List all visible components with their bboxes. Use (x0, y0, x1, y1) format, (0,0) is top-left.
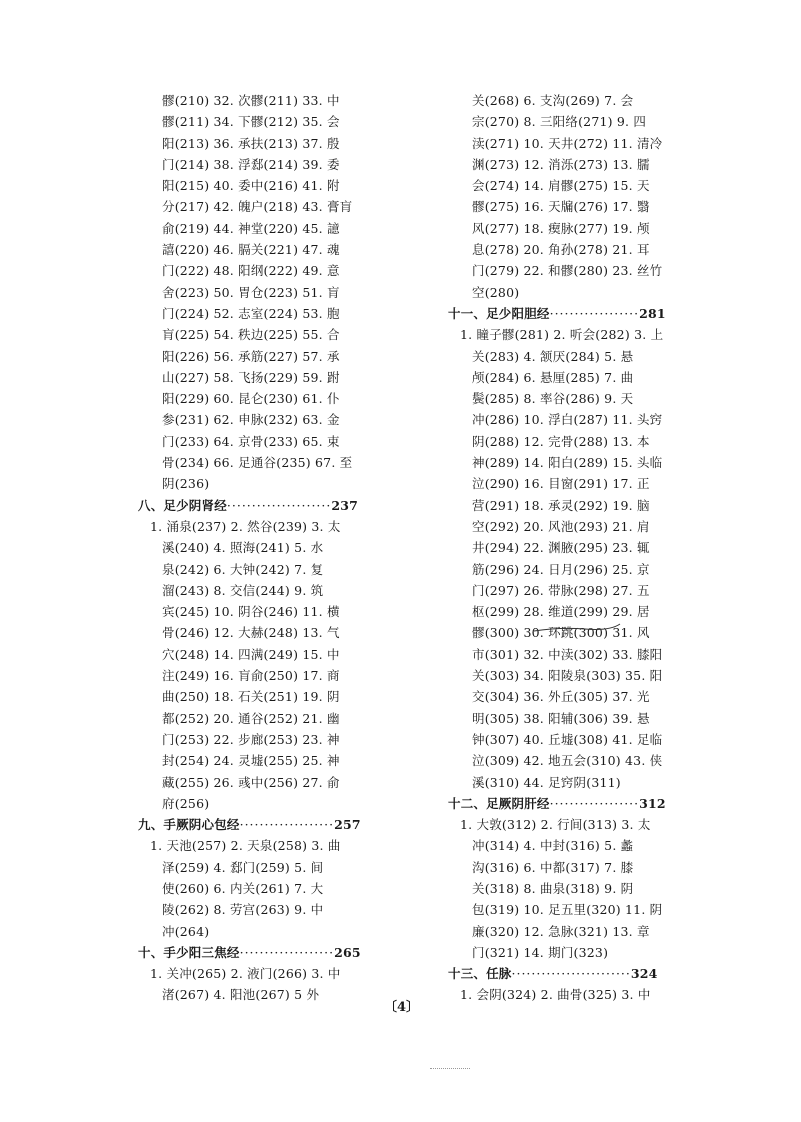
section-page: 281 (639, 305, 666, 321)
section-page: 324 (630, 966, 658, 982)
section-heading (448, 793, 708, 814)
toc-line: 髎(211) 34. 下髎(212) 35. 会 (162, 114, 340, 130)
toc-line: 关(303) 34. 阳陵泉(303) 35. 阳 (472, 668, 663, 684)
toc-line: 颅(284) 6. 悬厘(285) 7. 曲 (472, 369, 634, 385)
toc-line: 溪(310) 44. 足窍阴(311) (472, 774, 621, 790)
toc-line: 泽(259) 4. 郄门(259) 5. 间 (162, 859, 324, 875)
dot-leader: ····················· (226, 497, 332, 513)
toc-line: 曲(250) 18. 石关(251) 19. 阴 (162, 689, 340, 705)
toc-line: 穴(248) 14. 四满(249) 15. 中 (162, 646, 340, 662)
toc-line: 门(222) 48. 阳纲(222) 49. 意 (162, 263, 340, 279)
toc-line: 神(289) 14. 阳白(289) 15. 头临 (472, 455, 663, 471)
toc-line: 枢(299) 28. 维道(299) 29. 居 (472, 604, 650, 620)
toc-line: 市(301) 32. 中渎(302) 33. 膝阳 (472, 646, 663, 662)
toc-line: 门(224) 52. 志室(224) 53. 胞 (162, 305, 340, 321)
toc-line: 包(319) 10. 足五里(320) 11. 阴 (472, 902, 663, 918)
toc-line: 门(321) 14. 期门(323) (472, 944, 609, 960)
toc-line: 俞(219) 44. 神堂(220) 45. 譩 (162, 220, 340, 236)
toc-line: 肓(225) 54. 秩边(225) 55. 合 (162, 327, 340, 343)
toc-line: 门(233) 64. 京骨(233) 65. 束 (162, 433, 340, 449)
page-number: 〔4〕 (384, 1000, 420, 1015)
toc-line: 骨(234) 66. 足通谷(235) 67. 至 (162, 455, 353, 471)
toc-line: 溜(243) 8. 交信(244) 9. 筑 (162, 582, 324, 598)
toc-line: 陵(262) 8. 劳宫(263) 9. 中 (162, 902, 324, 918)
toc-line: 髎(210) 32. 次髎(211) 33. 中 (162, 93, 340, 108)
toc-line: 空(292) 20. 风池(293) 21. 肩 (472, 518, 650, 534)
toc-line: 冲(314) 4. 中封(316) 5. 蠡 (472, 838, 634, 854)
toc-line: 阳(229) 60. 昆仑(230) 61. 仆 (162, 391, 340, 407)
toc-line: 会(274) 14. 肩髎(275) 15. 天 (472, 178, 650, 194)
toc-line: 使(260) 6. 内关(261) 7. 大 (162, 880, 324, 896)
section-title: 十二、足厥阴肝经 (448, 795, 550, 811)
toc-line: 渎(271) 10. 天井(272) 11. 清冷 (472, 135, 663, 151)
section-heading (138, 942, 398, 963)
toc-line: 1. 天池(257) 2. 天泉(258) 3. 曲 (150, 838, 341, 854)
section-heading (448, 303, 708, 324)
section-page: 237 (331, 497, 359, 513)
section-heading (448, 963, 708, 984)
dot-leader: ··················· (239, 817, 335, 833)
toc-line: 泉(242) 6. 大钟(242) 7. 复 (162, 561, 324, 577)
toc-line: 1. 瞳子髎(281) 2. 听会(282) 3. 上 (460, 327, 664, 343)
toc-line: 髎(275) 16. 天牖(276) 17. 翳 (472, 199, 650, 215)
toc-line: 门(279) 22. 和髎(280) 23. 丝竹 (472, 263, 663, 279)
toc-line: 宗(270) 8. 三阳络(271) 9. 四 (472, 114, 647, 130)
toc-line: 山(227) 58. 飞扬(229) 59. 跗 (162, 369, 340, 385)
toc-line: 明(305) 38. 阳辅(306) 39. 悬 (472, 710, 650, 726)
toc-line: 舍(223) 50. 胃仓(223) 51. 肓 (162, 284, 340, 300)
toc-line: 鬓(285) 8. 率谷(286) 9. 天 (472, 391, 634, 407)
toc-line: 阳(215) 40. 委中(216) 41. 附 (162, 178, 340, 194)
toc-line: 1. 关冲(265) 2. 液门(266) 3. 中 (150, 966, 341, 982)
toc-line: 渚(267) 4. 阳池(267) 5 外 (162, 987, 320, 1003)
toc-line: 钟(307) 40. 丘墟(308) 41. 足临 (472, 731, 663, 747)
toc-line: 息(278) 20. 角孙(278) 21. 耳 (472, 242, 650, 258)
toc-line: 门(253) 22. 步廊(253) 23. 神 (162, 731, 340, 747)
toc-line: 冲(264) (162, 923, 210, 939)
toc-line: 阴(288) 12. 完骨(288) 13. 本 (472, 433, 650, 449)
toc-line: 阳(226) 56. 承筋(227) 57. 承 (162, 348, 340, 364)
toc-line: 1. 大敦(312) 2. 行间(313) 3. 太 (460, 817, 651, 833)
toc-line: 分(217) 42. 魄户(218) 43. 膏肓 (162, 199, 353, 215)
toc-line: 泣(309) 42. 地五会(310) 43. 侠 (472, 753, 663, 769)
toc-line: 府(256) (162, 795, 210, 811)
section-title: 八、足少阴肾经 (138, 497, 227, 513)
toc-line: 宾(245) 10. 阴谷(246) 11. 横 (162, 604, 340, 620)
toc-line: 譆(220) 46. 膈关(221) 47. 魂 (162, 242, 340, 258)
toc-line: 阳(213) 36. 承扶(213) 37. 殷 (162, 135, 340, 151)
toc-line: 关(283) 4. 颔厌(284) 5. 悬 (472, 348, 634, 364)
toc-line: 封(254) 24. 灵墟(255) 25. 神 (162, 753, 340, 769)
toc-line: 冲(286) 10. 浮白(287) 11. 头窍 (472, 412, 663, 428)
toc-line: 门(214) 38. 浮郄(214) 39. 委 (162, 156, 340, 172)
toc-line: 营(291) 18. 承灵(292) 19. 脑 (472, 497, 650, 513)
toc-line: 井(294) 22. 渊腋(295) 23. 辄 (472, 540, 650, 556)
section-title: 十、手少阳三焦经 (138, 944, 240, 960)
toc-line: 关(318) 8. 曲泉(318) 9. 阴 (472, 880, 634, 896)
section-title: 十一、足少阳胆经 (448, 305, 550, 321)
section-page: 257 (334, 817, 361, 833)
toc-line: 溪(240) 4. 照海(241) 5. 水 (162, 540, 324, 556)
section-title: 九、手厥阴心包经 (138, 817, 240, 833)
section-page: 312 (639, 795, 666, 811)
toc-line: 骨(246) 12. 大赫(248) 13. 气 (162, 625, 340, 641)
toc-line: 1. 会阴(324) 2. 曲骨(325) 3. 中 (460, 987, 651, 1003)
dot-leader: ··················· (239, 944, 335, 960)
dot-leader: ·················· (549, 305, 640, 321)
toc-line: 关(268) 6. 支沟(269) 7. 会 (472, 93, 634, 108)
toc-line: 空(280) (472, 284, 520, 300)
toc-line: 藏(255) 26. 彧中(256) 27. 俞 (162, 774, 340, 790)
toc-line: 参(231) 62. 申脉(232) 63. 金 (162, 412, 340, 428)
toc-column-left (138, 90, 398, 1006)
toc-line: 廉(320) 12. 急脉(321) 13. 章 (472, 923, 650, 939)
dot-leader: ·················· (549, 795, 640, 811)
toc-column-right (448, 90, 708, 1006)
toc-line: 泣(290) 16. 目窗(291) 17. 正 (472, 476, 650, 492)
scan-artifact (430, 1068, 470, 1073)
section-heading (138, 814, 398, 835)
toc-line: 注(249) 16. 肓俞(250) 17. 商 (162, 668, 340, 684)
section-page: 265 (334, 944, 361, 960)
toc-line: 沟(316) 6. 中都(317) 7. 膝 (472, 859, 634, 875)
section-title: 十三、任脉 (448, 966, 512, 982)
toc-line: 交(304) 36. 外丘(305) 37. 光 (472, 689, 650, 705)
toc-line: 都(252) 20. 通谷(252) 21. 幽 (162, 710, 340, 726)
toc-line: 1. 涌泉(237) 2. 然谷(239) 3. 太 (150, 518, 341, 534)
section-heading (138, 495, 398, 516)
toc-line: 筋(296) 24. 日月(296) 25. 京 (472, 561, 650, 577)
toc-line: 渊(273) 12. 消泺(273) 13. 臑 (472, 156, 650, 172)
toc-line: 门(297) 26. 带脉(298) 27. 五 (472, 582, 650, 598)
toc-line: 风(277) 18. 瘈脉(277) 19. 颅 (472, 220, 650, 236)
toc-line: 阴(236) (162, 476, 210, 492)
dot-leader: ························ (511, 966, 631, 982)
toc-line: 髎(300) 30. 环跳(300) 31. 风 (472, 625, 650, 641)
